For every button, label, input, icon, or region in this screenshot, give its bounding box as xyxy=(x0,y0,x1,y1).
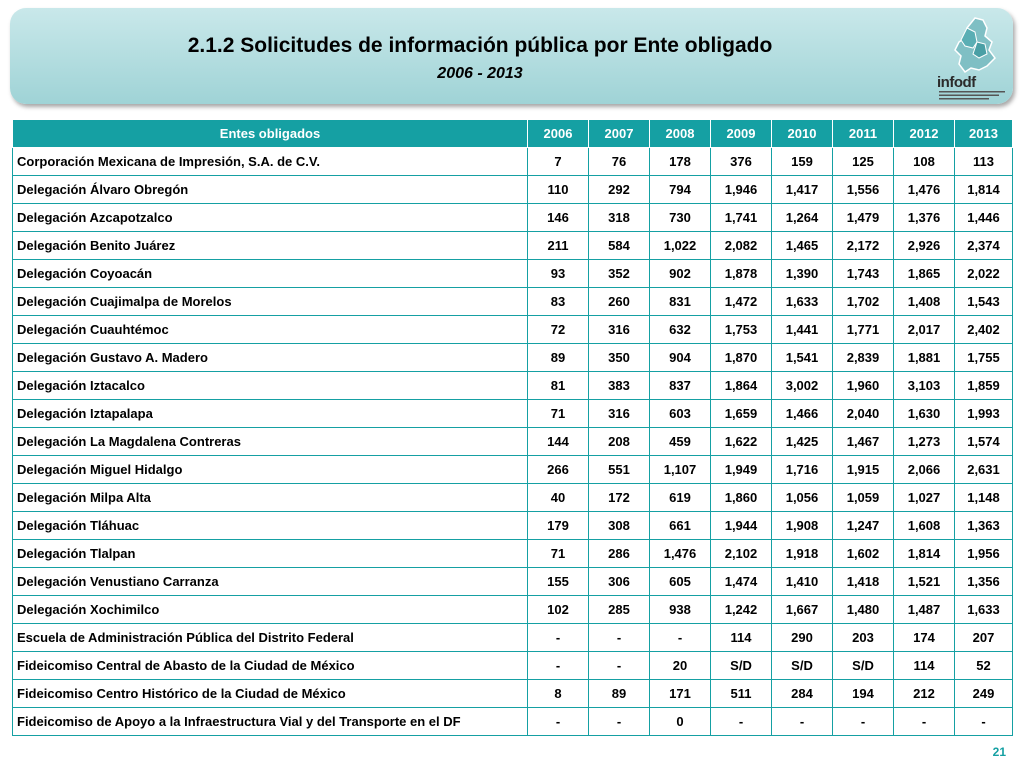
value-cell: 285 xyxy=(589,596,650,624)
column-header-entity: Entes obligados xyxy=(13,120,528,148)
entity-name-cell: Delegación Coyoacán xyxy=(13,260,528,288)
value-cell: 902 xyxy=(650,260,711,288)
column-header-year: 2007 xyxy=(589,120,650,148)
value-cell: 2,082 xyxy=(711,232,772,260)
value-cell: 2,631 xyxy=(955,456,1013,484)
value-cell: 260 xyxy=(589,288,650,316)
value-cell: 1,418 xyxy=(833,568,894,596)
requests-table xyxy=(12,119,1013,736)
entity-name-cell: Delegación Gustavo A. Madero xyxy=(13,344,528,372)
value-cell: 1,814 xyxy=(955,176,1013,204)
value-cell: 383 xyxy=(589,372,650,400)
entity-name-cell: Delegación Miguel Hidalgo xyxy=(13,456,528,484)
value-cell: 1,408 xyxy=(894,288,955,316)
value-cell: 1,755 xyxy=(955,344,1013,372)
value-cell: 1,467 xyxy=(833,428,894,456)
value-cell: 1,480 xyxy=(833,596,894,624)
column-header-year: 2009 xyxy=(711,120,772,148)
value-cell: 1,633 xyxy=(772,288,833,316)
table-row xyxy=(13,484,1013,512)
value-cell: 2,374 xyxy=(955,232,1013,260)
value-cell: 376 xyxy=(711,148,772,176)
value-cell: 1,956 xyxy=(955,540,1013,568)
page-subtitle: 2006 - 2013 xyxy=(437,65,523,82)
table-row xyxy=(13,372,1013,400)
entity-name-cell: Delegación Cuajimalpa de Morelos xyxy=(13,288,528,316)
value-cell: 1,859 xyxy=(955,372,1013,400)
value-cell: 1,716 xyxy=(772,456,833,484)
value-cell: 178 xyxy=(650,148,711,176)
value-cell: 306 xyxy=(589,568,650,596)
value-cell: 89 xyxy=(528,344,589,372)
value-cell: 1,410 xyxy=(772,568,833,596)
value-cell: 52 xyxy=(955,652,1013,680)
value-cell: 1,622 xyxy=(711,428,772,456)
value-cell: 1,946 xyxy=(711,176,772,204)
value-cell: 2,172 xyxy=(833,232,894,260)
value-cell: 174 xyxy=(894,624,955,652)
table-row xyxy=(13,624,1013,652)
value-cell: 211 xyxy=(528,232,589,260)
table-row xyxy=(13,428,1013,456)
value-cell: 2,017 xyxy=(894,316,955,344)
value-cell: 1,390 xyxy=(772,260,833,288)
value-cell: - xyxy=(589,624,650,652)
value-cell: 71 xyxy=(528,540,589,568)
value-cell: 249 xyxy=(955,680,1013,708)
value-cell: 113 xyxy=(955,148,1013,176)
table-body xyxy=(13,148,1013,736)
value-cell: 81 xyxy=(528,372,589,400)
value-cell: 266 xyxy=(528,456,589,484)
value-cell: 1,543 xyxy=(955,288,1013,316)
value-cell: 1,446 xyxy=(955,204,1013,232)
entity-name-cell: Delegación Iztacalco xyxy=(13,372,528,400)
page-number: 21 xyxy=(992,745,1006,759)
value-cell: 1,771 xyxy=(833,316,894,344)
value-cell: 2,022 xyxy=(955,260,1013,288)
value-cell: 1,630 xyxy=(894,400,955,428)
value-cell: 1,027 xyxy=(894,484,955,512)
value-cell: 1,870 xyxy=(711,344,772,372)
value-cell: 1,474 xyxy=(711,568,772,596)
value-cell: 1,148 xyxy=(955,484,1013,512)
value-cell: 1,960 xyxy=(833,372,894,400)
value-cell: 83 xyxy=(528,288,589,316)
value-cell: 3,002 xyxy=(772,372,833,400)
value-cell: 284 xyxy=(772,680,833,708)
value-cell: 76 xyxy=(589,148,650,176)
entity-name-cell: Fideicomiso de Apoyo a la Infraestructura Vial y del Transporte en el DF xyxy=(13,708,528,736)
value-cell: 292 xyxy=(589,176,650,204)
value-cell: 179 xyxy=(528,512,589,540)
value-cell: 2,926 xyxy=(894,232,955,260)
table-row xyxy=(13,708,1013,736)
value-cell: - xyxy=(772,708,833,736)
entity-name-cell: Corporación Mexicana de Impresión, S.A. de C.V. xyxy=(13,148,528,176)
table-row xyxy=(13,260,1013,288)
value-cell: 730 xyxy=(650,204,711,232)
value-cell: 318 xyxy=(589,204,650,232)
value-cell: 584 xyxy=(589,232,650,260)
value-cell: 1,814 xyxy=(894,540,955,568)
value-cell: 1,441 xyxy=(772,316,833,344)
value-cell: 1,702 xyxy=(833,288,894,316)
value-cell: 1,465 xyxy=(772,232,833,260)
value-cell: 1,743 xyxy=(833,260,894,288)
table-row xyxy=(13,652,1013,680)
value-cell: 316 xyxy=(589,316,650,344)
value-cell: S/D xyxy=(772,652,833,680)
entity-name-cell: Delegación Tláhuac xyxy=(13,512,528,540)
value-cell: 1,918 xyxy=(772,540,833,568)
value-cell: 352 xyxy=(589,260,650,288)
table-row xyxy=(13,176,1013,204)
value-cell: 2,102 xyxy=(711,540,772,568)
value-cell: 20 xyxy=(650,652,711,680)
value-cell: 605 xyxy=(650,568,711,596)
value-cell: - xyxy=(894,708,955,736)
value-cell: 1,466 xyxy=(772,400,833,428)
table-row xyxy=(13,204,1013,232)
value-cell: 203 xyxy=(833,624,894,652)
value-cell: 1,659 xyxy=(711,400,772,428)
value-cell: 2,402 xyxy=(955,316,1013,344)
value-cell: 1,608 xyxy=(894,512,955,540)
value-cell: 1,667 xyxy=(772,596,833,624)
value-cell: 7 xyxy=(528,148,589,176)
entity-name-cell: Delegación Iztapalapa xyxy=(13,400,528,428)
entity-name-cell: Fideicomiso Centro Histórico de la Ciudad de México xyxy=(13,680,528,708)
logo-text: infodf xyxy=(937,74,976,91)
value-cell: 1,633 xyxy=(955,596,1013,624)
value-cell: 1,059 xyxy=(833,484,894,512)
value-cell: - xyxy=(589,652,650,680)
value-cell: - xyxy=(711,708,772,736)
value-cell: 831 xyxy=(650,288,711,316)
value-cell: 1,556 xyxy=(833,176,894,204)
value-cell: 1,056 xyxy=(772,484,833,512)
entity-name-cell: Delegación Xochimilco xyxy=(13,596,528,624)
column-header-year: 2011 xyxy=(833,120,894,148)
table-row xyxy=(13,512,1013,540)
value-cell: - xyxy=(528,708,589,736)
table-row xyxy=(13,400,1013,428)
value-cell: S/D xyxy=(833,652,894,680)
value-cell: - xyxy=(955,708,1013,736)
value-cell: 1,264 xyxy=(772,204,833,232)
value-cell: 459 xyxy=(650,428,711,456)
value-cell: 3,103 xyxy=(894,372,955,400)
entity-name-cell: Delegación Venustiano Carranza xyxy=(13,568,528,596)
value-cell: 661 xyxy=(650,512,711,540)
value-cell: - xyxy=(650,624,711,652)
value-cell: 2,040 xyxy=(833,400,894,428)
value-cell: 1,476 xyxy=(894,176,955,204)
value-cell: 511 xyxy=(711,680,772,708)
value-cell: 1,878 xyxy=(711,260,772,288)
value-cell: 0 xyxy=(650,708,711,736)
value-cell: 1,864 xyxy=(711,372,772,400)
value-cell: 1,107 xyxy=(650,456,711,484)
value-cell: 171 xyxy=(650,680,711,708)
value-cell: 1,881 xyxy=(894,344,955,372)
value-cell: - xyxy=(589,708,650,736)
value-cell: 1,602 xyxy=(833,540,894,568)
value-cell: 1,915 xyxy=(833,456,894,484)
value-cell: 619 xyxy=(650,484,711,512)
entity-name-cell: Fideicomiso Central de Abasto de la Ciudad de México xyxy=(13,652,528,680)
value-cell: 938 xyxy=(650,596,711,624)
value-cell: 1,363 xyxy=(955,512,1013,540)
value-cell: 1,476 xyxy=(650,540,711,568)
column-header-year: 2006 xyxy=(528,120,589,148)
value-cell: - xyxy=(833,708,894,736)
value-cell: 794 xyxy=(650,176,711,204)
value-cell: - xyxy=(528,624,589,652)
value-cell: - xyxy=(528,652,589,680)
value-cell: 1,753 xyxy=(711,316,772,344)
value-cell: 144 xyxy=(528,428,589,456)
value-cell: 114 xyxy=(711,624,772,652)
value-cell: 71 xyxy=(528,400,589,428)
table-row xyxy=(13,680,1013,708)
table-row xyxy=(13,288,1013,316)
value-cell: 308 xyxy=(589,512,650,540)
value-cell: 350 xyxy=(589,344,650,372)
value-cell: 1,993 xyxy=(955,400,1013,428)
value-cell: 72 xyxy=(528,316,589,344)
table-row xyxy=(13,456,1013,484)
entity-name-cell: Delegación Azcapotzalco xyxy=(13,204,528,232)
value-cell: 93 xyxy=(528,260,589,288)
value-cell: 159 xyxy=(772,148,833,176)
value-cell: 316 xyxy=(589,400,650,428)
value-cell: 1,376 xyxy=(894,204,955,232)
value-cell: 1,741 xyxy=(711,204,772,232)
value-cell: 1,247 xyxy=(833,512,894,540)
value-cell: 1,487 xyxy=(894,596,955,624)
value-cell: 108 xyxy=(894,148,955,176)
entity-name-cell: Delegación Tlalpan xyxy=(13,540,528,568)
value-cell: 290 xyxy=(772,624,833,652)
value-cell: 1,521 xyxy=(894,568,955,596)
table-header-row xyxy=(13,120,1013,148)
value-cell: 114 xyxy=(894,652,955,680)
entity-name-cell: Delegación Cuauhtémoc xyxy=(13,316,528,344)
value-cell: 155 xyxy=(528,568,589,596)
value-cell: 1,425 xyxy=(772,428,833,456)
value-cell: 1,949 xyxy=(711,456,772,484)
value-cell: 208 xyxy=(589,428,650,456)
column-header-year: 2010 xyxy=(772,120,833,148)
column-header-year: 2012 xyxy=(894,120,955,148)
value-cell: 837 xyxy=(650,372,711,400)
value-cell: 286 xyxy=(589,540,650,568)
value-cell: 172 xyxy=(589,484,650,512)
table-row xyxy=(13,148,1013,176)
entity-name-cell: Escuela de Administración Pública del Distrito Federal xyxy=(13,624,528,652)
value-cell: 1,944 xyxy=(711,512,772,540)
table-row xyxy=(13,596,1013,624)
map-icon xyxy=(937,14,1007,76)
value-cell: 40 xyxy=(528,484,589,512)
value-cell: 1,541 xyxy=(772,344,833,372)
entity-name-cell: Delegación Milpa Alta xyxy=(13,484,528,512)
value-cell: S/D xyxy=(711,652,772,680)
entity-name-cell: Delegación La Magdalena Contreras xyxy=(13,428,528,456)
value-cell: 603 xyxy=(650,400,711,428)
table-row xyxy=(13,316,1013,344)
entity-name-cell: Delegación Benito Juárez xyxy=(13,232,528,260)
value-cell: 1,908 xyxy=(772,512,833,540)
value-cell: 1,356 xyxy=(955,568,1013,596)
column-header-year: 2008 xyxy=(650,120,711,148)
value-cell: 2,066 xyxy=(894,456,955,484)
value-cell: 1,865 xyxy=(894,260,955,288)
value-cell: 1,242 xyxy=(711,596,772,624)
value-cell: 1,273 xyxy=(894,428,955,456)
value-cell: 551 xyxy=(589,456,650,484)
value-cell: 89 xyxy=(589,680,650,708)
infodf-logo xyxy=(937,14,1007,104)
value-cell: 8 xyxy=(528,680,589,708)
page-title: 2.1.2 Solicitudes de información pública por Ente obligado xyxy=(187,34,773,57)
value-cell: 207 xyxy=(955,624,1013,652)
value-cell: 194 xyxy=(833,680,894,708)
value-cell: 1,479 xyxy=(833,204,894,232)
value-cell: 632 xyxy=(650,316,711,344)
value-cell: 1,472 xyxy=(711,288,772,316)
table-row xyxy=(13,568,1013,596)
value-cell: 1,574 xyxy=(955,428,1013,456)
value-cell: 2,839 xyxy=(833,344,894,372)
value-cell: 1,022 xyxy=(650,232,711,260)
value-cell: 904 xyxy=(650,344,711,372)
value-cell: 102 xyxy=(528,596,589,624)
value-cell: 212 xyxy=(894,680,955,708)
value-cell: 146 xyxy=(528,204,589,232)
table-row xyxy=(13,540,1013,568)
table-row xyxy=(13,232,1013,260)
table-row xyxy=(13,344,1013,372)
value-cell: 110 xyxy=(528,176,589,204)
value-cell: 1,417 xyxy=(772,176,833,204)
entity-name-cell: Delegación Álvaro Obregón xyxy=(13,176,528,204)
logo-caption-lines xyxy=(939,90,1005,100)
column-header-year: 2013 xyxy=(955,120,1013,148)
value-cell: 1,860 xyxy=(711,484,772,512)
value-cell: 125 xyxy=(833,148,894,176)
